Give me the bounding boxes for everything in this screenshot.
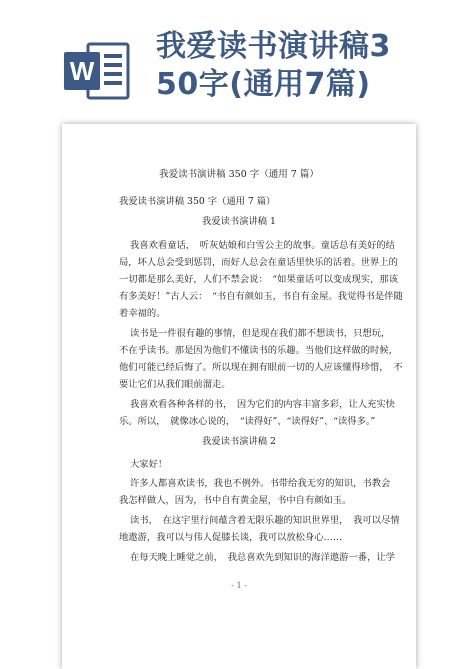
paragraph-line: 地遨游，我可以与伟人促膝长谈，我可以放松身心…… <box>119 532 343 543</box>
paragraph-line: 一切都是那么美好，人们不禁会说： “如果童话可以变成现实，那该 <box>119 274 399 285</box>
title-line-1: 我爱读书演讲稿3 <box>156 29 391 64</box>
section-heading-1: 我爱读书演讲稿 1 <box>202 216 276 227</box>
document-subtitle: 我爱读书演讲稿 350 字（通用 7 篇） <box>119 196 276 207</box>
paragraph-line: 有多美好！”古人云： “书自有颜如玉，书自有金屋。我觉得书是伴随 <box>119 291 403 302</box>
paragraph-line: 许多人都喜欢读书，我也不例外。书带给我无穷的知识，书教会 <box>130 478 391 489</box>
paragraph-line: 大家好！ <box>130 459 168 470</box>
paragraph-line: 他们可能已经后悔了。所以现在拥有眼前一切的人应该懂得珍惜， 不 <box>119 362 403 373</box>
section-heading-2: 我爱读书演讲稿 2 <box>202 436 276 447</box>
paragraph-line: 要让它们从我们眼前溜走。 <box>119 379 231 390</box>
paragraph-line: 我怎样做人，因为，书中自有黄金屋，书中自有颜如玉。 <box>119 495 352 506</box>
paragraph-line: 在每天晚上睡觉之前， 我总喜欢先到知识的海洋遨游一番，让学 <box>130 552 395 563</box>
paragraph-line: 读书是一件很有趣的事情，但是现在我们都不想读书，只想玩， <box>130 328 391 339</box>
document-title: 我爱读书演讲稿 350 字（通用 7 篇） <box>159 169 319 180</box>
paragraph-line: 着幸福的。 <box>119 308 166 319</box>
paragraph-line: 我喜欢看各种各样的书， 因为它们的内容丰富多彩，让人充实快 <box>130 399 395 410</box>
paragraph-line: 局，坏人总会受到惩罚，而好人总会在童话里快乐的活着。世界上的 <box>119 257 398 268</box>
paragraph-line: 乐。所以， 就像冰心说的， “读得好”、“读得好”、“读得多。” <box>119 416 376 427</box>
svg-text:W: W <box>69 56 95 86</box>
paragraph-line: 读书， 在这宇里行间蕴含着无限乐趣的知识世界里， 我可以尽情 <box>130 515 400 526</box>
document-page <box>62 124 416 669</box>
page-number: - 1 - <box>231 581 247 590</box>
title-line-2: 50字(通用7篇) <box>156 67 371 102</box>
paragraph-line: 不在乎读书。那是因为他们不懂读书的乐趣。当他们这样做的时候， <box>119 345 398 356</box>
word-document-icon <box>62 40 132 102</box>
paragraph-line: 我喜欢看童话， 听灰姑娘和白雪公主的故事。童话总有美好的结 <box>130 240 395 251</box>
page-title <box>156 28 456 104</box>
